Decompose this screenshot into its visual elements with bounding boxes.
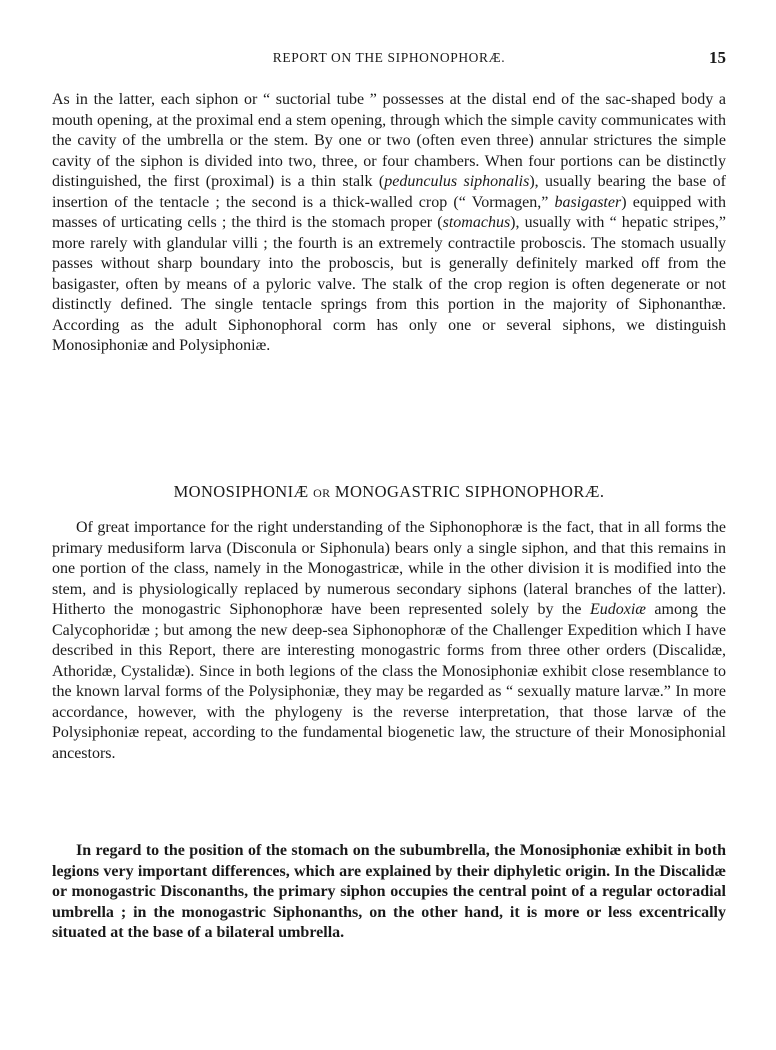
section-heading <box>52 482 726 502</box>
italic-term: pedunculus siphonalis <box>384 173 530 190</box>
paragraph-stomach-position <box>52 841 726 944</box>
text-run: among the Calycophoridæ ; but among the new deep-sea Siphonophoræ of the Challenger Expedition which I have described in this Report, there are interesting monogastric forms from three other orders (Discalidæ, Athoridæ, Cystalidæ). Since in both legions of the class the Monosiphoniæ exhibit close resemblance to the known larval forms of the Polysiphoniæ, they may be regarded as “ sexually mature larvæ.” In more accordance, however, with the phylogeny is the reverse interpretation, that those larvæ of the Polysiphoniæ repeat, according to the fundamental biogenetic law, the structure of their Monosiphonial ancestors. <box>52 601 726 762</box>
running-title: REPORT ON THE SIPHONOPHORÆ. <box>272 50 506 65</box>
running-head <box>52 48 726 72</box>
italic-term: stomachus <box>442 214 511 231</box>
paragraph-monosiphoniae-intro <box>52 518 726 764</box>
heading-part: MONOSIPHONIÆ <box>173 482 309 501</box>
italic-term: basigaster <box>554 193 622 211</box>
text-run: ), usually with “ hepatic stripes,” more rarely with glandular villi ; the fourth is an extremely contractile proboscis. The stomach usually passes without sharp boundary into the proboscis, but is generally definitely marked off from the basigaster, often by means of a pyloric valve. The stalk of the crop region is often degenerate or not distinctly defined. The single tentacle springs from this portion in the majority of Siphonanthæ. According as the adult Siphonophoral corm has only one or several siphons, we distinguish Monosiphoniæ and Polysiphoniæ. <box>52 214 727 354</box>
text-run: Of great importance for the right understanding of the Siphonophoræ is the fact, that in all forms the primary medusiform larva (Disconula or Siphonula) bears only a single siphon, and that this remains in one portion of the class, namely in the Monogastricæ, while in the other division it is modified into the stem, and is physiologically replaced by numerous secondary siphons (lateral branches of the latter). Hitherto the monogastric Siphonophoræ have been represented solely by the <box>52 519 726 618</box>
text-run: As in the latter, each siphon or “ suctorial tube ” possesses at the distal end of the sac-shaped body a mouth opening, at the proximal end a stem opening, through which the simple cavity communicates with the cavity of the umbrella or the stem. By one or two (often even three) annular strictures the simple cavity of the siphon is divided into two, three, or four chambers. When four portions can be distinctly distinguished, the first (proximal) is a thin stalk ( <box>52 91 726 190</box>
italic-term: Eudoxiæ <box>589 601 646 618</box>
text-run: In regard to the position of the stomach on the subumbrella, the Monosiphoniæ exhibit in both legions very important differences, which are explained by their diphyletic origin. In the Discalidæ or monogastric Disconanths, the primary siphon occupies the central point of a regular octoradial umbrella ; in the monogastric Siphonanths, on the other hand, it is more or less excentrically situated at the base of a bilateral umbrella. <box>52 842 726 941</box>
text-run: ), usually bearing the base of insertion of the tentacle ; the second is a thick-walled crop (“ Vormagen,” <box>52 173 726 211</box>
heading-part: MONOGASTRIC SIPHONOPHORÆ. <box>334 482 605 501</box>
paragraph-siphon-structure <box>52 90 726 357</box>
text-run: ) equipped with masses of urticating cells ; the third is the stomach proper ( <box>52 193 727 231</box>
heading-connector: OR <box>313 486 331 500</box>
page-number: 15 <box>709 48 726 67</box>
